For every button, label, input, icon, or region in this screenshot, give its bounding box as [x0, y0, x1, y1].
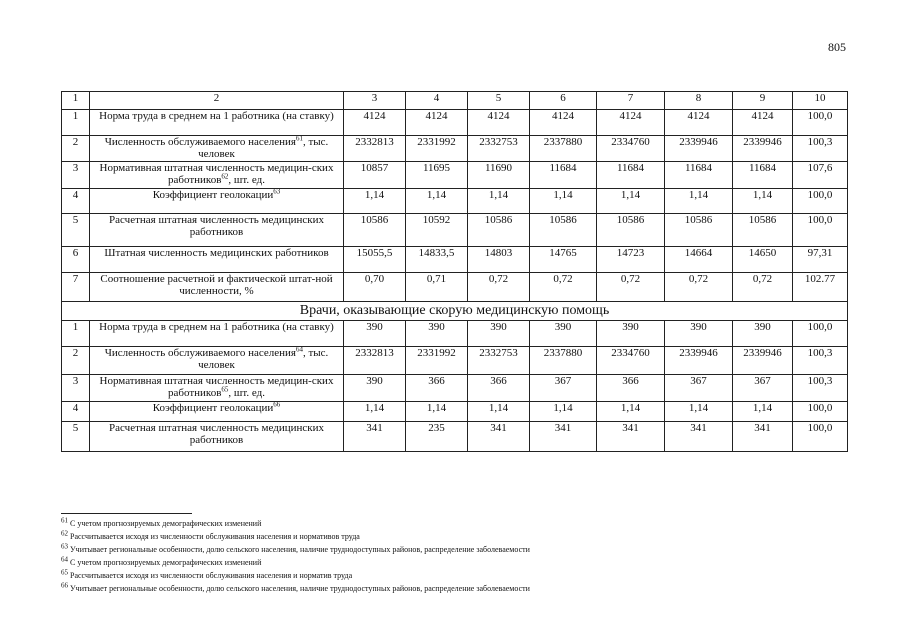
- row-number: 3: [62, 375, 90, 402]
- value-cell: 10586: [665, 214, 733, 247]
- value-cell: 4124: [406, 110, 468, 136]
- indicator-name: [90, 422, 344, 452]
- value-cell: 366: [597, 375, 665, 402]
- value-cell: 10586: [468, 214, 530, 247]
- header-cell: 7: [597, 92, 665, 110]
- value-cell: 367: [665, 375, 733, 402]
- value-cell: 11684: [597, 162, 665, 189]
- table-row: [62, 422, 848, 452]
- indicator-text: Численность обслуживаемого населения: [104, 347, 296, 359]
- value-cell: 390: [468, 321, 530, 347]
- value-cell: 14664: [665, 247, 733, 273]
- value-cell: 366: [468, 375, 530, 402]
- footnote-mark: 64: [61, 555, 68, 564]
- value-cell: 4124: [597, 110, 665, 136]
- value-cell: 14833,5: [406, 247, 468, 273]
- percent-cell: 100,0: [793, 189, 848, 214]
- indicator-text: Нормативная штатная численность медицин-ских работников: [99, 162, 334, 186]
- value-cell: 235: [406, 422, 468, 452]
- value-cell: 2332753: [468, 136, 530, 162]
- footnote: [61, 530, 530, 543]
- footnote: [61, 543, 530, 556]
- value-cell: 0,72: [530, 273, 597, 302]
- staffing-table: [61, 91, 848, 452]
- table-row: [62, 321, 848, 347]
- value-cell: 2331992: [406, 136, 468, 162]
- value-cell: 2337880: [530, 136, 597, 162]
- footnote-mark: 65: [61, 568, 68, 577]
- value-cell: 366: [406, 375, 468, 402]
- value-cell: 10586: [597, 214, 665, 247]
- footnote-ref: 62: [221, 172, 229, 181]
- row-number: 2: [62, 136, 90, 162]
- indicator-name: [90, 189, 344, 214]
- value-cell: 341: [733, 422, 793, 452]
- value-cell: 2332813: [344, 136, 406, 162]
- header-cell: 9: [733, 92, 793, 110]
- footnote-text: Учитывает региональные особенности, долю сельского населения, наличие труднодоступных районов, распределение заболеваемости: [68, 584, 530, 593]
- value-cell: 0,70: [344, 273, 406, 302]
- section-title: Врачи, оказывающие скорую медицинскую помощь: [62, 302, 848, 321]
- indicator-text: Соотношение расчетной и фактической штат-ной численности, %: [100, 273, 333, 297]
- indicator-text: Штатная численность медицинских работников: [104, 247, 329, 259]
- percent-cell: 100,0: [793, 402, 848, 422]
- percent-cell: 97,31: [793, 247, 848, 273]
- header-cell: 8: [665, 92, 733, 110]
- table-row: [62, 136, 848, 162]
- value-cell: 4124: [468, 110, 530, 136]
- value-cell: 390: [665, 321, 733, 347]
- value-cell: 14765: [530, 247, 597, 273]
- value-cell: 341: [344, 422, 406, 452]
- value-cell: 10857: [344, 162, 406, 189]
- value-cell: 390: [530, 321, 597, 347]
- footnote-mark: 61: [61, 516, 68, 525]
- indicator-text-tail: , шт. ед.: [228, 387, 265, 399]
- value-cell: 14650: [733, 247, 793, 273]
- value-cell: 341: [468, 422, 530, 452]
- header-cell: 5: [468, 92, 530, 110]
- footnote-text: С учетом прогнозируемых демографических изменений: [68, 558, 262, 567]
- value-cell: 4124: [530, 110, 597, 136]
- value-cell: 2332813: [344, 347, 406, 375]
- percent-cell: 100,0: [793, 214, 848, 247]
- value-cell: 1,14: [597, 402, 665, 422]
- row-number: 6: [62, 247, 90, 273]
- value-cell: 390: [733, 321, 793, 347]
- value-cell: 2339946: [733, 136, 793, 162]
- header-cell: 1: [62, 92, 90, 110]
- header-row: [62, 92, 848, 110]
- value-cell: 2334760: [597, 347, 665, 375]
- value-cell: 1,14: [468, 189, 530, 214]
- value-cell: 11684: [733, 162, 793, 189]
- row-number: 4: [62, 189, 90, 214]
- indicator-name: [90, 273, 344, 302]
- value-cell: 11684: [530, 162, 597, 189]
- footnote: [61, 569, 530, 582]
- header-cell: 6: [530, 92, 597, 110]
- value-cell: 2339946: [665, 347, 733, 375]
- indicator-text: Коэффициент геолокации: [152, 189, 274, 201]
- percent-cell: 100,3: [793, 347, 848, 375]
- value-cell: 0,72: [597, 273, 665, 302]
- row-number: 5: [62, 214, 90, 247]
- table-row: [62, 189, 848, 214]
- table-row: [62, 214, 848, 247]
- value-cell: 1,14: [406, 402, 468, 422]
- footnote-text: С учетом прогнозируемых демографических изменений: [68, 519, 262, 528]
- percent-cell: 100,3: [793, 375, 848, 402]
- footnote-mark: 66: [61, 581, 68, 590]
- footnote-text: Рассчитывается исходя из численности обслуживания населения и нормативов труда: [68, 532, 360, 541]
- value-cell: 0,72: [733, 273, 793, 302]
- value-cell: 1,14: [665, 402, 733, 422]
- value-cell: 10586: [530, 214, 597, 247]
- value-cell: 1,14: [344, 402, 406, 422]
- value-cell: 390: [344, 375, 406, 402]
- row-number: 4: [62, 402, 90, 422]
- value-cell: 1,14: [733, 402, 793, 422]
- value-cell: 1,14: [344, 189, 406, 214]
- value-cell: 341: [530, 422, 597, 452]
- indicator-name: [90, 347, 344, 375]
- indicator-name: [90, 214, 344, 247]
- value-cell: 2339946: [733, 347, 793, 375]
- value-cell: 0,72: [665, 273, 733, 302]
- page-number: 805: [828, 40, 846, 54]
- value-cell: 11695: [406, 162, 468, 189]
- footnote-text: Учитывает региональные особенности, долю сельского населения, наличие труднодоступных районов, распределение заболеваемости: [68, 545, 530, 554]
- row-number: 1: [62, 110, 90, 136]
- footnotes: [61, 517, 530, 595]
- value-cell: 1,14: [597, 189, 665, 214]
- indicator-text-tail: , шт. ед.: [228, 174, 265, 186]
- indicator-name: [90, 375, 344, 402]
- percent-cell: 102.77: [793, 273, 848, 302]
- indicator-name: [90, 162, 344, 189]
- value-cell: 2331992: [406, 347, 468, 375]
- value-cell: 10586: [733, 214, 793, 247]
- value-cell: 1,14: [530, 189, 597, 214]
- indicator-name: [90, 321, 344, 347]
- value-cell: 10586: [344, 214, 406, 247]
- table-row: [62, 402, 848, 422]
- indicator-text-tail: , тыс. человек: [198, 136, 329, 160]
- value-cell: 2334760: [597, 136, 665, 162]
- value-cell: 367: [530, 375, 597, 402]
- indicator-text: Расчетная штатная численность медицинских работников: [109, 422, 324, 446]
- indicator-text: Норма труда в среднем на 1 работника (на ставку): [99, 110, 334, 122]
- indicator-text: Норма труда в среднем на 1 работника (на ставку): [99, 321, 334, 333]
- percent-cell: 100,0: [793, 110, 848, 136]
- percent-cell: 100,0: [793, 321, 848, 347]
- table-row: [62, 110, 848, 136]
- value-cell: 1,14: [530, 402, 597, 422]
- value-cell: 1,14: [468, 402, 530, 422]
- value-cell: 4124: [733, 110, 793, 136]
- value-cell: 11690: [468, 162, 530, 189]
- value-cell: 390: [597, 321, 665, 347]
- indicator-text: Численность обслуживаемого населения: [104, 136, 296, 148]
- value-cell: 0,71: [406, 273, 468, 302]
- section-row: [62, 302, 848, 321]
- value-cell: 2339946: [665, 136, 733, 162]
- value-cell: 15055,5: [344, 247, 406, 273]
- indicator-name: [90, 247, 344, 273]
- value-cell: 390: [344, 321, 406, 347]
- indicator-text: Нормативная штатная численность медицин-ских работников: [99, 375, 334, 399]
- value-cell: 0,72: [468, 273, 530, 302]
- footnote-ref: 64: [295, 346, 303, 354]
- header-cell: 4: [406, 92, 468, 110]
- value-cell: 11684: [665, 162, 733, 189]
- footnote: [61, 582, 530, 595]
- percent-cell: 100,0: [793, 422, 848, 452]
- value-cell: 14723: [597, 247, 665, 273]
- indicator-name: [90, 402, 344, 422]
- value-cell: 1,14: [733, 189, 793, 214]
- value-cell: 4124: [344, 110, 406, 136]
- header-cell: 10: [793, 92, 848, 110]
- value-cell: 14803: [468, 247, 530, 273]
- footnote-mark: 62: [61, 529, 68, 538]
- table-row: [62, 273, 848, 302]
- footnote: [61, 556, 530, 569]
- value-cell: 1,14: [665, 189, 733, 214]
- header-cell: 2: [90, 92, 344, 110]
- footnote-text: Рассчитывается исходя из численности обслуживания населения и норматив труда: [68, 571, 353, 580]
- footnote-ref: 61: [295, 135, 303, 143]
- row-number: 3: [62, 162, 90, 189]
- percent-cell: 100,3: [793, 136, 848, 162]
- footnote-ref: 63: [273, 188, 281, 196]
- value-cell: 367: [733, 375, 793, 402]
- indicator-text: Коэффициент геолокации: [152, 402, 274, 414]
- table-row: [62, 162, 848, 189]
- value-cell: 390: [406, 321, 468, 347]
- row-number: 7: [62, 273, 90, 302]
- table-row: [62, 247, 848, 273]
- value-cell: 1,14: [406, 189, 468, 214]
- value-cell: 4124: [665, 110, 733, 136]
- value-cell: 10592: [406, 214, 468, 247]
- indicator-text: Расчетная штатная численность медицинских работников: [109, 214, 324, 238]
- footnote: [61, 517, 530, 530]
- percent-cell: 107,6: [793, 162, 848, 189]
- footnote-ref: 65: [221, 385, 229, 394]
- header-cell: 3: [344, 92, 406, 110]
- row-number: 2: [62, 347, 90, 375]
- indicator-name: [90, 136, 344, 162]
- indicator-text-tail: , тыс. человек: [198, 347, 329, 371]
- value-cell: 341: [597, 422, 665, 452]
- footnote-mark: 63: [61, 542, 68, 551]
- value-cell: 341: [665, 422, 733, 452]
- value-cell: 2332753: [468, 347, 530, 375]
- row-number: 1: [62, 321, 90, 347]
- table-row: [62, 347, 848, 375]
- row-number: 5: [62, 422, 90, 452]
- footnote-ref: 66: [273, 401, 281, 409]
- indicator-name: [90, 110, 344, 136]
- value-cell: 2337880: [530, 347, 597, 375]
- footnote-divider: [61, 513, 192, 514]
- table-row: [62, 375, 848, 402]
